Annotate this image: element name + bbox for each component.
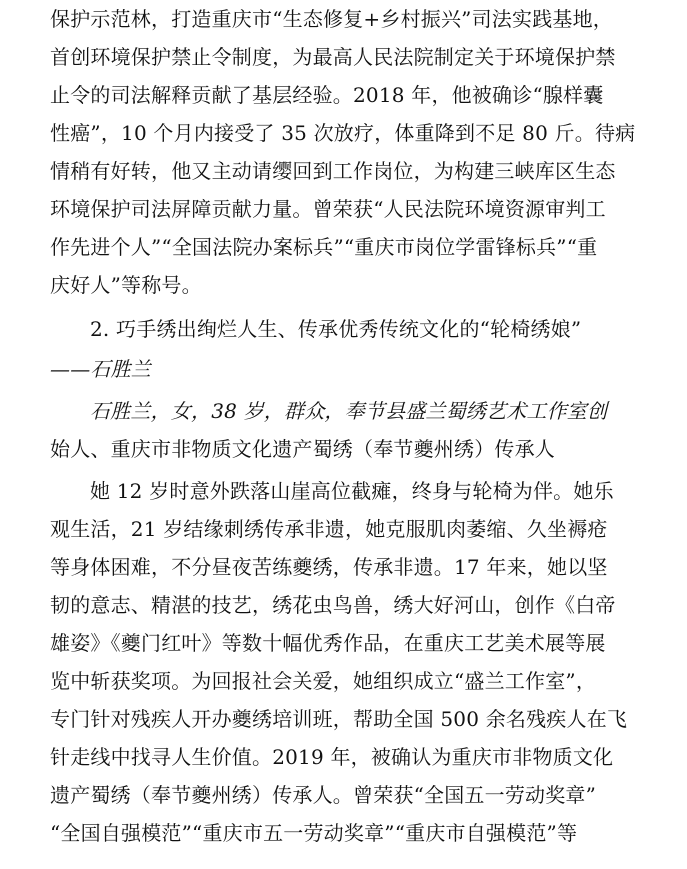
- paragraph-line-8: 庆好人”等称号。: [50, 273, 202, 297]
- story-line-5: 雄姿》《夔门红叶》等数十幅优秀作品，在重庆工艺美术展等展: [50, 631, 606, 655]
- paragraph-line-4: 性癌”，10 个月内接受了 35 次放疗，体重降到不足 80 斤。待病: [50, 121, 636, 145]
- paragraph-line-5: 情稍有好转，他又主动请缨回到工作岗位，为构建三峡库区生态: [50, 159, 616, 183]
- story-line-10: “全国自强模范”“重庆市五一劳动奖章”“重庆市自强模范”等: [50, 821, 578, 845]
- paragraph-line-1: 保护示范林，打造重庆市“生态修复+乡村振兴”司法实践基地，: [50, 7, 614, 31]
- story-line-7: 专门针对残疾人开办夔绣培训班，帮助全国 500 余名残疾人在飞: [50, 707, 628, 731]
- paragraph-line-6: 环境保护司法屏障贡献力量。曾荣获“人民法院环境资源审判工: [50, 197, 606, 221]
- paragraph-line-3: 止令的司法解释贡献了基层经验。2018 年，他被确诊“腺样囊: [50, 83, 604, 107]
- story-line-2: 观生活，21 岁结缘刺绣传承非遗，她克服肌肉萎缩、久坐褥疮: [50, 517, 608, 541]
- story-line-1: 她 12 岁时意外跌落山崖高位截瘫，终身与轮椅为伴。她乐: [90, 479, 614, 503]
- paragraph-line-2: 首创环境保护禁止令制度，为最高人民法院制定关于环境保护禁: [50, 45, 616, 69]
- story-line-6: 览中斩获奖项。为回报社会关爱，她组织成立“盛兰工作室”，: [50, 669, 597, 693]
- section-heading-name: ——石胜兰: [50, 357, 151, 381]
- paragraph-line-7: 作先进个人”“全国法院办案标兵”“重庆市岗位学雷锋标兵”“重: [50, 235, 598, 259]
- profile-line-1: 石胜兰，女，38 岁，群众，奉节县盛兰蜀绣艺术工作室创: [90, 399, 608, 423]
- profile-line-2: 始人、重庆市非物质文化遗产蜀绣（奉节夔州绣）传承人: [50, 437, 555, 461]
- story-line-3: 等身体困难，不分昼夜苦练夔绣，传承非遗。17 年来，她以坚: [50, 555, 608, 579]
- story-line-4: 韧的意志、精湛的技艺，绣花虫鸟兽，绣大好河山，创作《白帝: [50, 593, 616, 617]
- story-line-9: 遗产蜀绣（奉节夔州绣）传承人。曾荣获“全国五一劳动奖章”: [50, 783, 597, 807]
- section-heading: 2. 巧手绣出绚烂人生、传承优秀传统文化的“轮椅绣娘”: [90, 317, 582, 341]
- story-line-8: 针走线中找寻人生价值。2019 年，被确认为重庆市非物质文化: [50, 745, 614, 769]
